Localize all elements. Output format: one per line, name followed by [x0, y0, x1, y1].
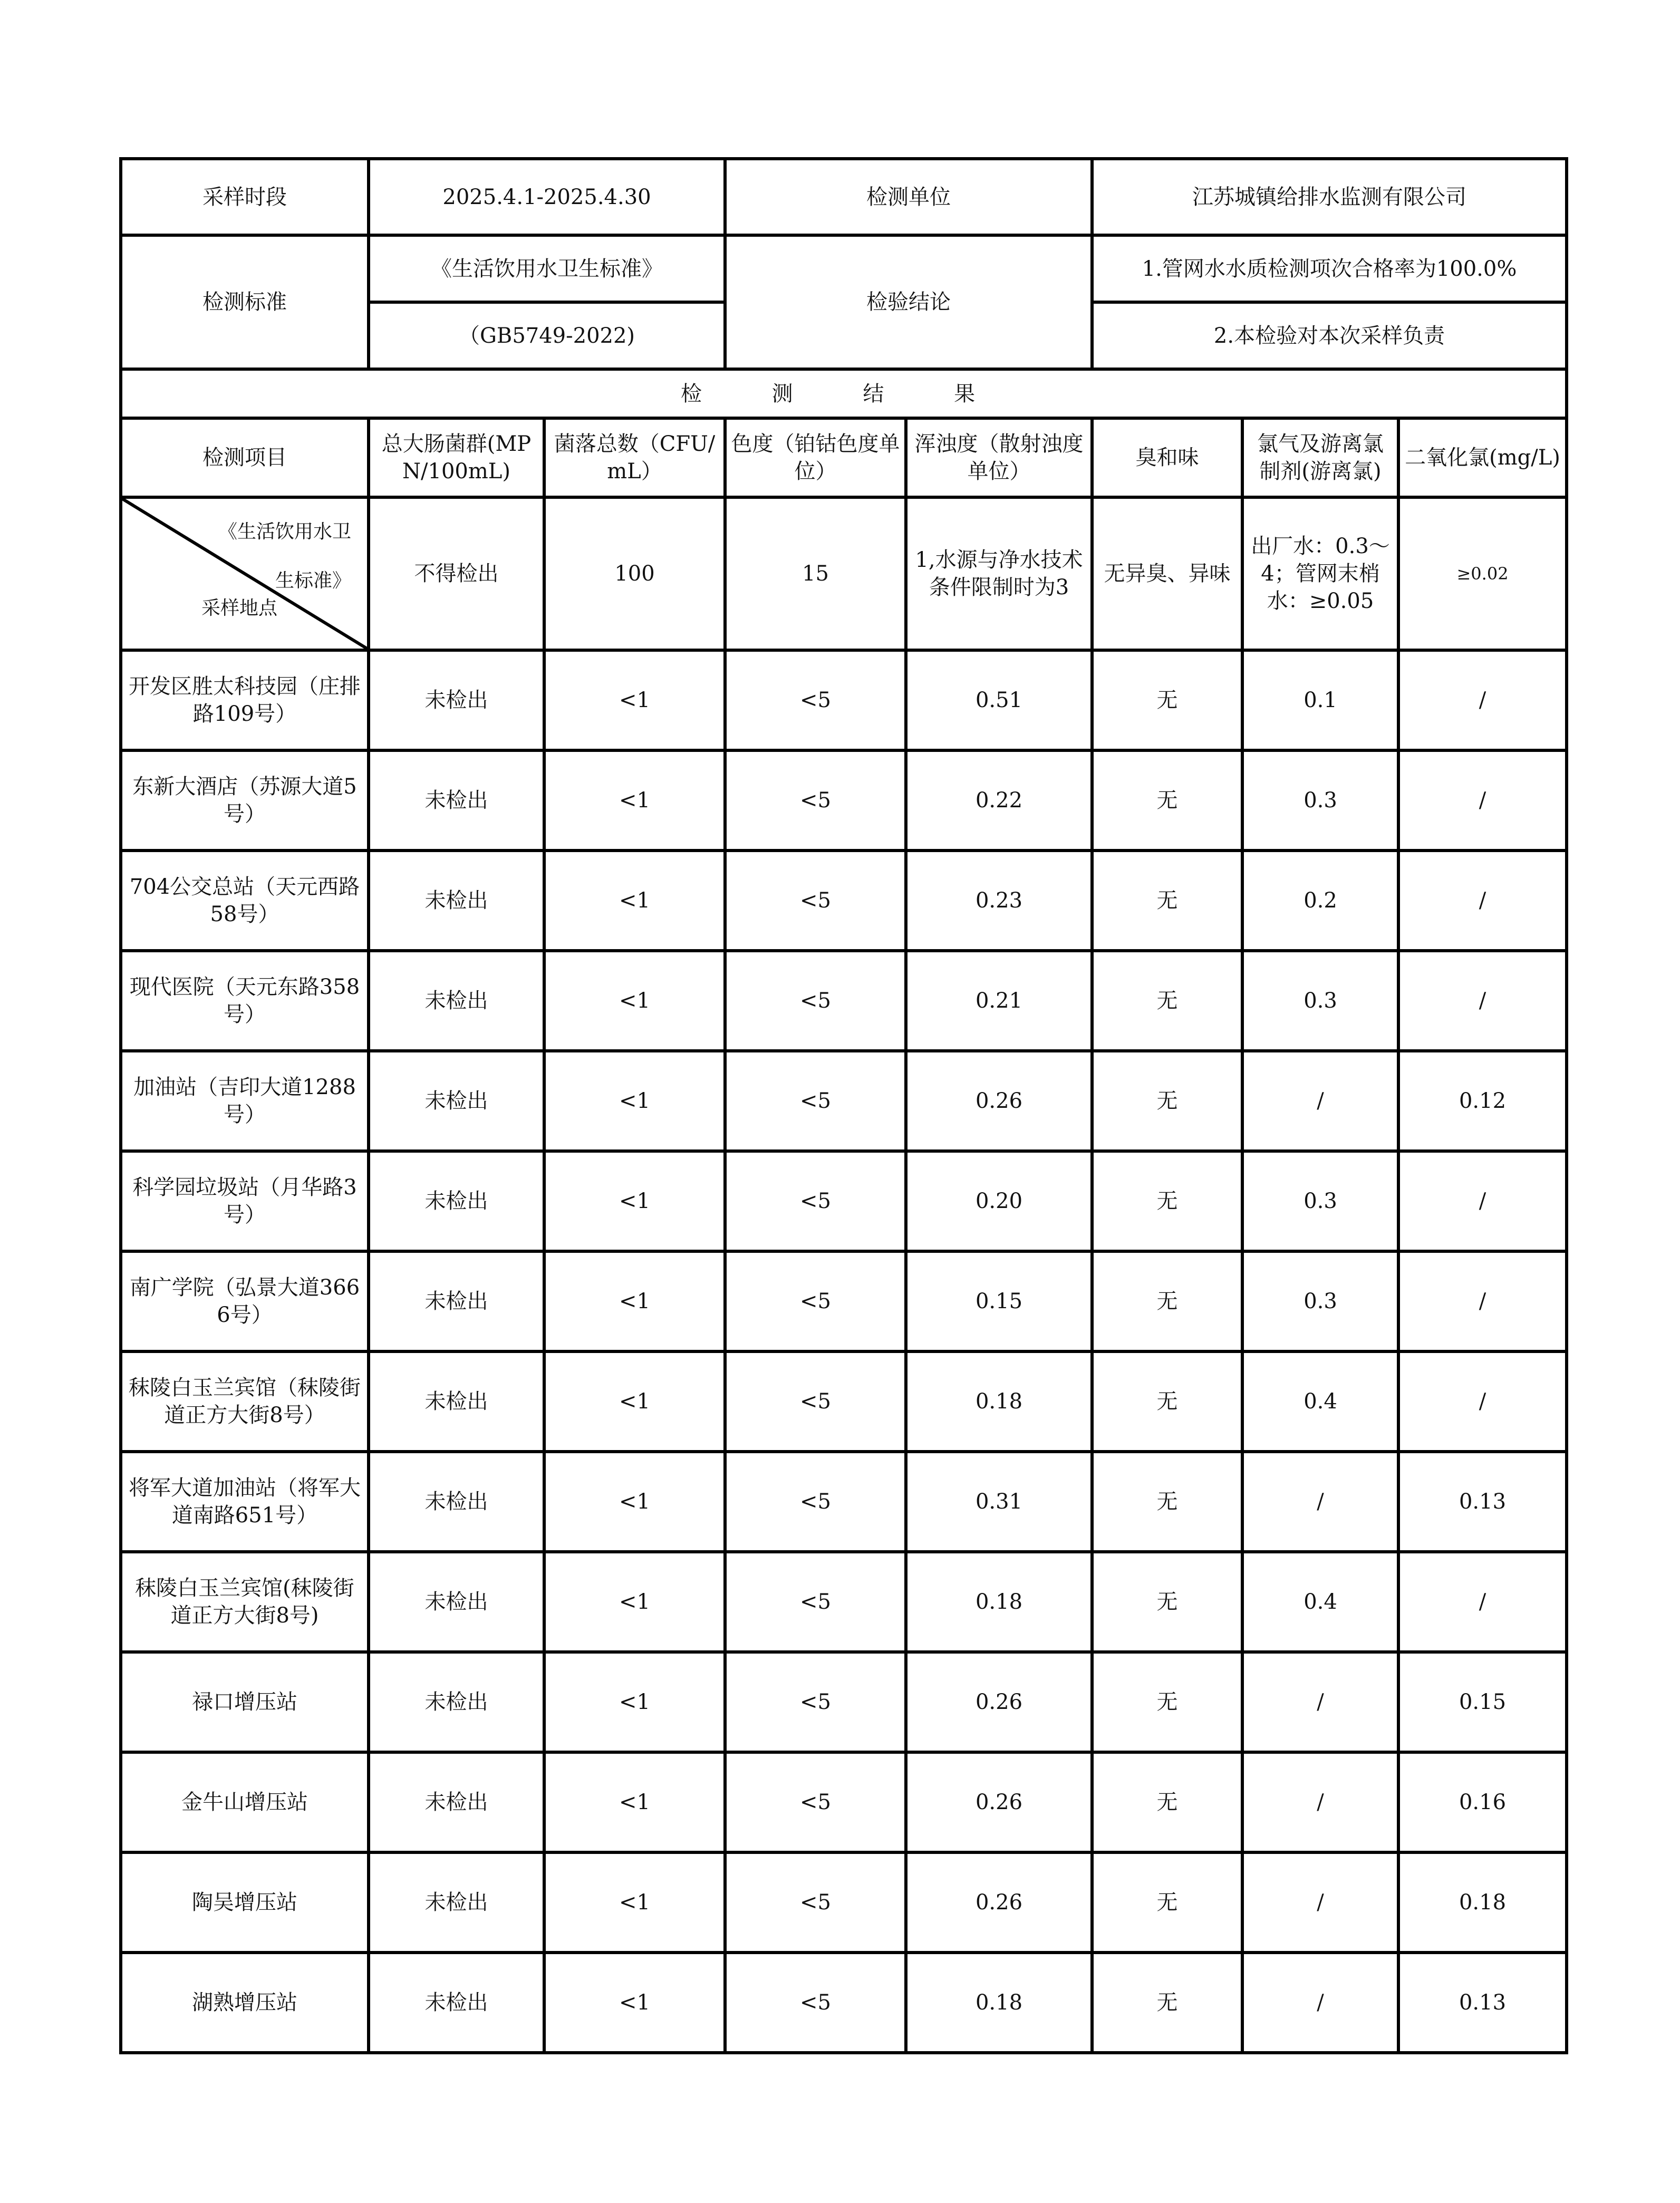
cell-odor: 无: [1092, 1852, 1242, 1953]
cell-free-chlorine: 0.4: [1242, 1552, 1398, 1652]
cell-odor: 无: [1092, 1051, 1242, 1151]
cell-sample-location: 陶吴增压站: [121, 1852, 369, 1953]
cell-turbidity: 0.26: [906, 1652, 1092, 1752]
cell-chlorine-dioxide: 0.16: [1398, 1752, 1567, 1852]
cell-chlorine-dioxide: 0.12: [1398, 1051, 1567, 1151]
cell-odor: 无: [1092, 1752, 1242, 1852]
cell-total-coliform: 未检出: [369, 1251, 544, 1351]
cell-odor: 无: [1092, 1652, 1242, 1752]
table-row: [121, 1652, 1567, 1752]
cell-sample-location: 704公交总站（天元西路58号）: [121, 851, 369, 951]
cell-chlorine-dioxide: /: [1398, 851, 1567, 951]
table-row: [121, 1953, 1567, 2053]
cell-free-chlorine: 0.4: [1242, 1351, 1398, 1452]
header-row-standard: [121, 235, 1567, 302]
cell-turbidity: 0.51: [906, 650, 1092, 750]
table-row: [121, 1452, 1567, 1552]
cell-chlorine-dioxide: 0.13: [1398, 1452, 1567, 1552]
col-total-coliform: 总大肠菌群(MPN/100mL): [369, 418, 544, 497]
cell-free-chlorine: 0.3: [1242, 951, 1398, 1051]
cell-odor: 无: [1092, 750, 1242, 851]
cell-sample-location: 秣陵白玉兰宾馆(秣陵街道正方大街8号): [121, 1552, 369, 1652]
cell-sample-location: 东新大酒店（苏源大道5号）: [121, 750, 369, 851]
cell-free-chlorine: /: [1242, 1752, 1398, 1852]
cell-chroma: <5: [725, 1852, 906, 1953]
cell-chroma: <5: [725, 1051, 906, 1151]
cell-colony-count: <1: [544, 1552, 725, 1652]
cell-sample-location: 南广学院（弘景大道3666号）: [121, 1251, 369, 1351]
cell-chlorine-dioxide: 0.18: [1398, 1852, 1567, 1953]
cell-colony-count: <1: [544, 1051, 725, 1151]
cell-chroma: <5: [725, 1752, 906, 1852]
cell-turbidity: 0.22: [906, 750, 1092, 851]
cell-sample-location: 加油站（吉印大道1288号）: [121, 1051, 369, 1151]
cell-total-coliform: 未检出: [369, 1752, 544, 1852]
cell-chroma: <5: [725, 1351, 906, 1452]
cell-colony-count: <1: [544, 1151, 725, 1251]
cell-chlorine-dioxide: /: [1398, 1251, 1567, 1351]
cell-free-chlorine: /: [1242, 1953, 1398, 2053]
table-row: [121, 650, 1567, 750]
cell-free-chlorine: 0.2: [1242, 851, 1398, 951]
table-row: [121, 851, 1567, 951]
header-row-period: [121, 159, 1567, 235]
cell-colony-count: <1: [544, 1752, 725, 1852]
cell-chroma: <5: [725, 1953, 906, 2053]
cell-turbidity: 0.18: [906, 1953, 1092, 2053]
table-row: [121, 1151, 1567, 1251]
cell-chroma: <5: [725, 951, 906, 1051]
cell-chlorine-dioxide: /: [1398, 951, 1567, 1051]
cell-sample-location: 金牛山增压站: [121, 1752, 369, 1852]
standard-name: 《生活饮用水卫生标准》: [369, 235, 725, 302]
limit-colony-count: 100: [544, 497, 725, 650]
cell-sample-location: 湖熟增压站: [121, 1953, 369, 2053]
cell-odor: 无: [1092, 1552, 1242, 1652]
cell-chroma: <5: [725, 1652, 906, 1752]
conclusion-2: 2.本检验对本次采样负责: [1092, 302, 1567, 369]
table-row: [121, 1351, 1567, 1452]
cell-chroma: <5: [725, 750, 906, 851]
cell-turbidity: 0.15: [906, 1251, 1092, 1351]
cell-free-chlorine: /: [1242, 1652, 1398, 1752]
period-label: 采样时段: [121, 159, 369, 235]
limit-odor: 无异臭、异味: [1092, 497, 1242, 650]
table-row: [121, 1552, 1567, 1652]
cell-free-chlorine: /: [1242, 1051, 1398, 1151]
limit-turbidity: 1,水源与净水技术条件限制时为3: [906, 497, 1092, 650]
cell-chroma: <5: [725, 1151, 906, 1251]
cell-colony-count: <1: [544, 750, 725, 851]
table-row: [121, 1051, 1567, 1151]
cell-free-chlorine: 0.3: [1242, 750, 1398, 851]
col-odor: 臭和味: [1092, 418, 1242, 497]
limit-total-coliform: 不得检出: [369, 497, 544, 650]
cell-chlorine-dioxide: /: [1398, 1151, 1567, 1251]
conclusion-label: 检验结论: [725, 235, 1092, 369]
limit-free-chlorine: 出厂水：0.3～4；管网末梢水：≥0.05: [1242, 497, 1398, 650]
cell-colony-count: <1: [544, 1852, 725, 1953]
table-row: [121, 951, 1567, 1051]
cell-turbidity: 0.18: [906, 1351, 1092, 1452]
cell-odor: 无: [1092, 1151, 1242, 1251]
cell-chroma: <5: [725, 851, 906, 951]
cell-total-coliform: 未检出: [369, 1552, 544, 1652]
cell-turbidity: 0.20: [906, 1151, 1092, 1251]
cell-total-coliform: 未检出: [369, 1652, 544, 1752]
cell-colony-count: <1: [544, 1953, 725, 2053]
cell-total-coliform: 未检出: [369, 750, 544, 851]
col-chlorine-dioxide: 二氧化氯(mg/L): [1398, 418, 1567, 497]
cell-total-coliform: 未检出: [369, 1452, 544, 1552]
corner-standard-line2: 生标准》: [275, 570, 352, 592]
col-item: 检测项目: [121, 418, 369, 497]
cell-free-chlorine: 0.1: [1242, 650, 1398, 750]
cell-sample-location: 将军大道加油站（将军大道南路651号）: [121, 1452, 369, 1552]
cell-total-coliform: 未检出: [369, 1351, 544, 1452]
cell-turbidity: 0.18: [906, 1552, 1092, 1652]
col-colony-count: 菌落总数（CFU/mL）: [544, 418, 725, 497]
cell-chlorine-dioxide: /: [1398, 750, 1567, 851]
cell-free-chlorine: 0.3: [1242, 1251, 1398, 1351]
table-row: [121, 1752, 1567, 1852]
cell-sample-location: 禄口增压站: [121, 1652, 369, 1752]
cell-odor: 无: [1092, 1452, 1242, 1552]
cell-colony-count: <1: [544, 1452, 725, 1552]
column-header-row: [121, 418, 1567, 497]
cell-free-chlorine: /: [1242, 1452, 1398, 1552]
col-turbidity: 浑浊度（散射浊度单位）: [906, 418, 1092, 497]
cell-sample-location: 开发区胜太科技园（庄排路109号）: [121, 650, 369, 750]
cell-turbidity: 0.31: [906, 1452, 1092, 1552]
cell-free-chlorine: /: [1242, 1852, 1398, 1953]
standard-code: （GB5749-2022): [369, 302, 725, 369]
results-title-row: [121, 369, 1567, 418]
unit-value: 江苏城镇给排水监测有限公司: [1092, 159, 1567, 235]
cell-total-coliform: 未检出: [369, 951, 544, 1051]
cell-turbidity: 0.26: [906, 1852, 1092, 1953]
corner-standard-line1: 《生活饮用水卫: [218, 521, 351, 543]
cell-sample-location: 科学园垃圾站（月华路3号）: [121, 1151, 369, 1251]
table-row: [121, 750, 1567, 851]
standard-label: 检测标准: [121, 235, 369, 369]
cell-sample-location: 秣陵白玉兰宾馆（秣陵街道正方大街8号）: [121, 1351, 369, 1452]
cell-chlorine-dioxide: /: [1398, 1552, 1567, 1652]
cell-turbidity: 0.21: [906, 951, 1092, 1051]
cell-colony-count: <1: [544, 1652, 725, 1752]
cell-total-coliform: 未检出: [369, 1151, 544, 1251]
limit-chroma: 15: [725, 497, 906, 650]
standard-limits-row: [121, 497, 1567, 650]
cell-free-chlorine: 0.3: [1242, 1151, 1398, 1251]
cell-colony-count: <1: [544, 851, 725, 951]
cell-chlorine-dioxide: /: [1398, 650, 1567, 750]
results-title: 检 测 结 果: [121, 369, 1567, 418]
period-value: 2025.4.1-2025.4.30: [369, 159, 725, 235]
cell-odor: 无: [1092, 1953, 1242, 2053]
table-row: [121, 1251, 1567, 1351]
cell-total-coliform: 未检出: [369, 1852, 544, 1953]
cell-turbidity: 0.26: [906, 1752, 1092, 1852]
limit-chlorine-dioxide: ≥0.02: [1398, 497, 1567, 650]
col-free-chlorine: 氯气及游离氯制剂(游离氯): [1242, 418, 1398, 497]
cell-total-coliform: 未检出: [369, 1953, 544, 2053]
cell-turbidity: 0.26: [906, 1051, 1092, 1151]
cell-colony-count: <1: [544, 951, 725, 1051]
cell-odor: 无: [1092, 851, 1242, 951]
cell-odor: 无: [1092, 1251, 1242, 1351]
cell-total-coliform: 未检出: [369, 1051, 544, 1151]
cell-chlorine-dioxide: 0.13: [1398, 1953, 1567, 2053]
cell-sample-location: 现代医院（天元东路358号）: [121, 951, 369, 1051]
cell-colony-count: <1: [544, 1351, 725, 1452]
cell-chroma: <5: [725, 1251, 906, 1351]
cell-chroma: <5: [725, 650, 906, 750]
cell-colony-count: <1: [544, 650, 725, 750]
cell-turbidity: 0.23: [906, 851, 1092, 951]
unit-label: 检测单位: [725, 159, 1092, 235]
cell-total-coliform: 未检出: [369, 650, 544, 750]
table-row: [121, 1852, 1567, 1953]
cell-odor: 无: [1092, 650, 1242, 750]
report-table: [119, 157, 1568, 2054]
corner-location-label: 采样地点: [201, 597, 278, 619]
cell-chlorine-dioxide: 0.15: [1398, 1652, 1567, 1752]
cell-chlorine-dioxide: /: [1398, 1351, 1567, 1452]
cell-chroma: <5: [725, 1552, 906, 1652]
cell-odor: 无: [1092, 1351, 1242, 1452]
diagonal-corner-cell: [121, 497, 369, 650]
cell-colony-count: <1: [544, 1251, 725, 1351]
cell-odor: 无: [1092, 951, 1242, 1051]
cell-total-coliform: 未检出: [369, 851, 544, 951]
col-chroma: 色度（铂钴色度单位）: [725, 418, 906, 497]
cell-chroma: <5: [725, 1452, 906, 1552]
water-quality-report: [119, 157, 1565, 2054]
conclusion-1: 1.管网水水质检测项次合格率为100.0%: [1092, 235, 1567, 302]
